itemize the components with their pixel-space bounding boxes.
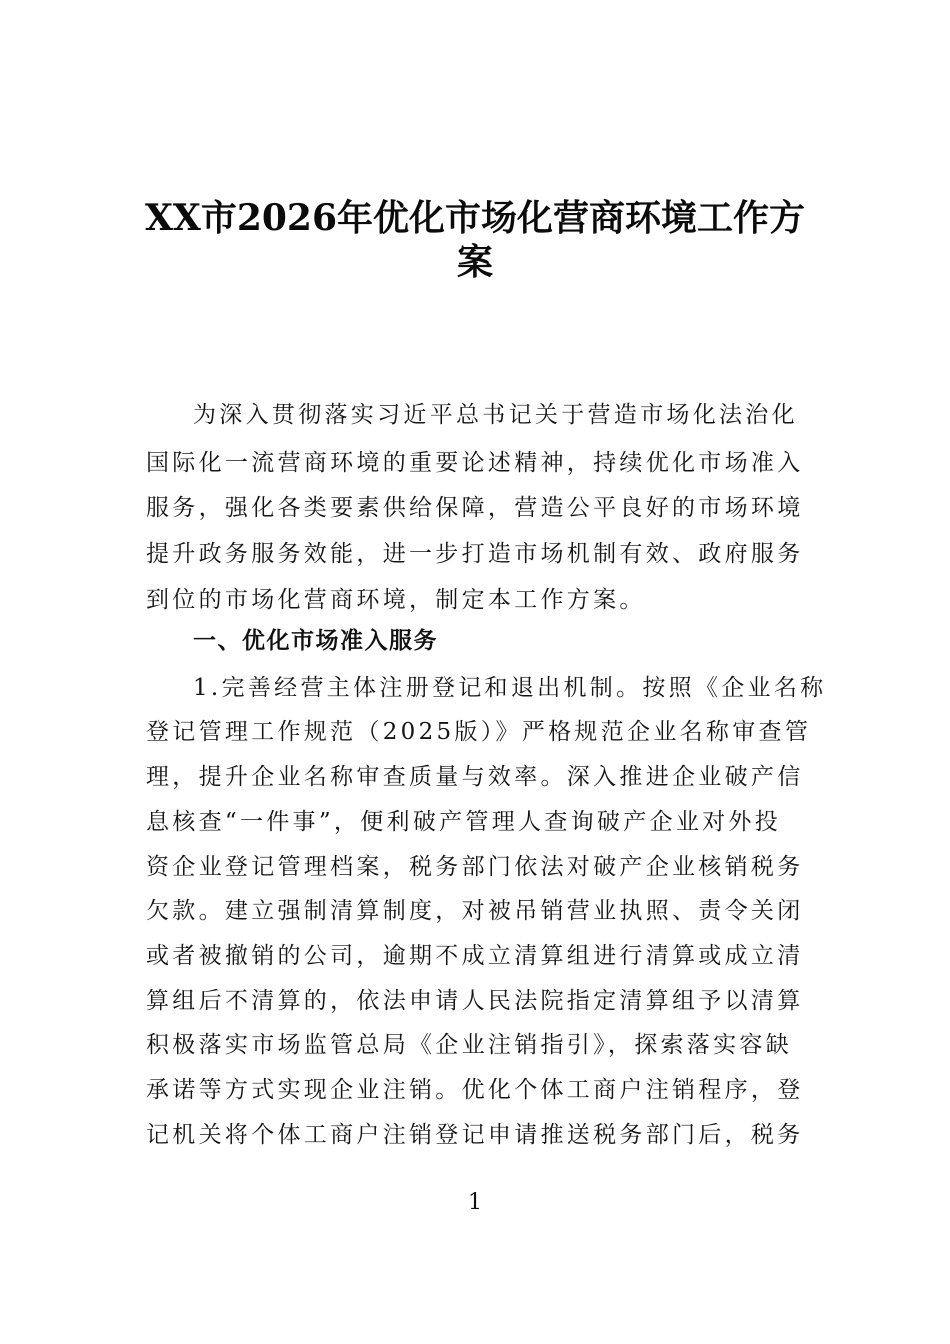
intro-paragraph-line: 为深入贯彻落实习近平总书记关于营造市场化法治化 [193,402,798,428]
item-1-paragraph-line: 1.完善经营主体注册登记和退出机制。按照《企业名称 [193,675,827,701]
intro-paragraph-line: 提升政务服务效能，进一步打造市场机制有效、政府服务 [146,541,804,567]
page-number: 1 [468,1190,482,1215]
document-title-line-2: 案 [456,241,493,283]
item-1-paragraph-line: 或者被撤销的公司，逾期不成立清算组进行清算或成立清 [146,943,804,969]
item-1-paragraph-line: 算组后不清算的，依法申请人民法院指定清算组予以清算 [146,988,804,1014]
intro-paragraph-line: 服务，强化各类要素供给保障，营造公平良好的市场环境 [146,495,804,521]
item-1-paragraph-line: 欠款。建立强制清算制度，对被吊销营业执照、责令关闭 [146,898,804,924]
item-1-paragraph-line: 承诺等方式实现企业注销。优化个体工商户注销程序，登 [146,1077,804,1103]
item-1-paragraph-line: 理，提升企业名称审查质量与效率。深入推进企业破产信 [146,764,804,790]
intro-paragraph-line: 到位的市场化营商环境，制定本工作方案。 [146,587,646,613]
item-1-paragraph-line: 资企业登记管理档案，税务部门依法对破产企业核销税务 [146,854,804,880]
item-1-paragraph-line: 登记管理工作规范（2025版）》严格规范企业名称审查管 [146,719,812,745]
item-1-paragraph-line: 息核查“一件事”，便利破产管理人查询破产企业对外投 [146,809,782,835]
section-1-heading: 一、优化市场准入服务 [193,628,438,654]
item-1-paragraph-line: 记机关将个体工商户注销登记申请推送税务部门后，税务 [146,1122,804,1148]
item-1-paragraph-line: 积极落实市场监管总局《企业注销指引》，探索落实容缺 [146,1032,792,1058]
intro-paragraph-line: 国际化一流营商环境的重要论述精神，持续优化市场准入 [146,450,804,476]
document-title-line-1: XX市2026年优化市场化营商环境工作方 [144,197,806,239]
